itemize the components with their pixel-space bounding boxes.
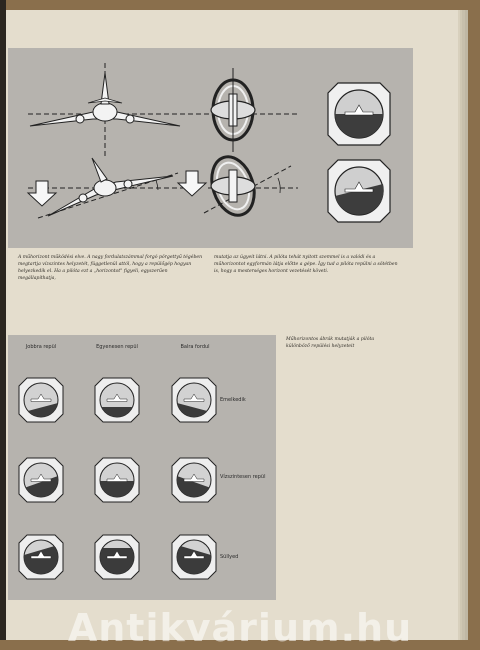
gyroscope-icon: [188, 68, 298, 152]
column-header-straight: Egyenesen repül: [96, 344, 138, 350]
attitude-indicator-icon: [19, 535, 63, 579]
attitude-indicator-icon: [95, 378, 139, 422]
attitude-indicator-icon: [95, 458, 139, 502]
column-header-right-bank: Jobbra repül: [25, 344, 57, 350]
caption-top-right: mutatja az ügyeit látni. A pilóta tehát nyitott szemmel is a valódi és a műhorizontot egyformán látja előtte a gépe. Így tud a pilóta repülni a sötétben is, hogy a mesterséges horizont vezetését követi.: [214, 255, 398, 274]
arrow-down-icon: [178, 171, 206, 196]
airplane-level-icon: [28, 63, 193, 158]
attitude-indicator-icon: [172, 378, 216, 422]
airplane-banked-icon: [28, 158, 193, 218]
attitude-indicator-icon: [172, 458, 216, 502]
attitude-indicator-icon: [95, 535, 139, 579]
attitude-indicator-icon: [19, 378, 63, 422]
row-label-level: Vízszintesen repül: [220, 474, 266, 480]
watermark: Antikvárium.hu: [67, 606, 413, 650]
column-header-left-turn: Balra fordul: [180, 344, 210, 350]
top-illustration: [8, 48, 413, 248]
attitude-indicator-icon: [328, 83, 390, 145]
attitude-indicator-icon: [19, 458, 63, 502]
top-illustration-panel: [8, 48, 413, 248]
caption-side: Műhorizontos ábrák mutatják a pilóta különböző repülési helyzeteit: [286, 337, 375, 349]
row-label-climb: Emelkedik: [220, 397, 246, 403]
bottom-illustration-panel: [8, 335, 276, 600]
row-label-descend: Süllyed: [220, 554, 239, 560]
gyroscope-icon: [204, 151, 298, 220]
attitude-indicator-icon: [172, 535, 216, 579]
attitude-grid: [8, 335, 276, 600]
attitude-indicator-icon: [328, 160, 390, 222]
caption-top-left: A műhorizont működési elve. A nagy fordulatszámmal forgó pörgettyű tégében megtartja vízszintes helyzetét, függetlenül attól, hogy a repülőgép hogyan helyezkedik el. Ha a pilóta ezt a „horizontot" figyeli, egyszerűen megállapíthatja,: [18, 255, 203, 281]
arrow-down-icon: [28, 181, 56, 206]
